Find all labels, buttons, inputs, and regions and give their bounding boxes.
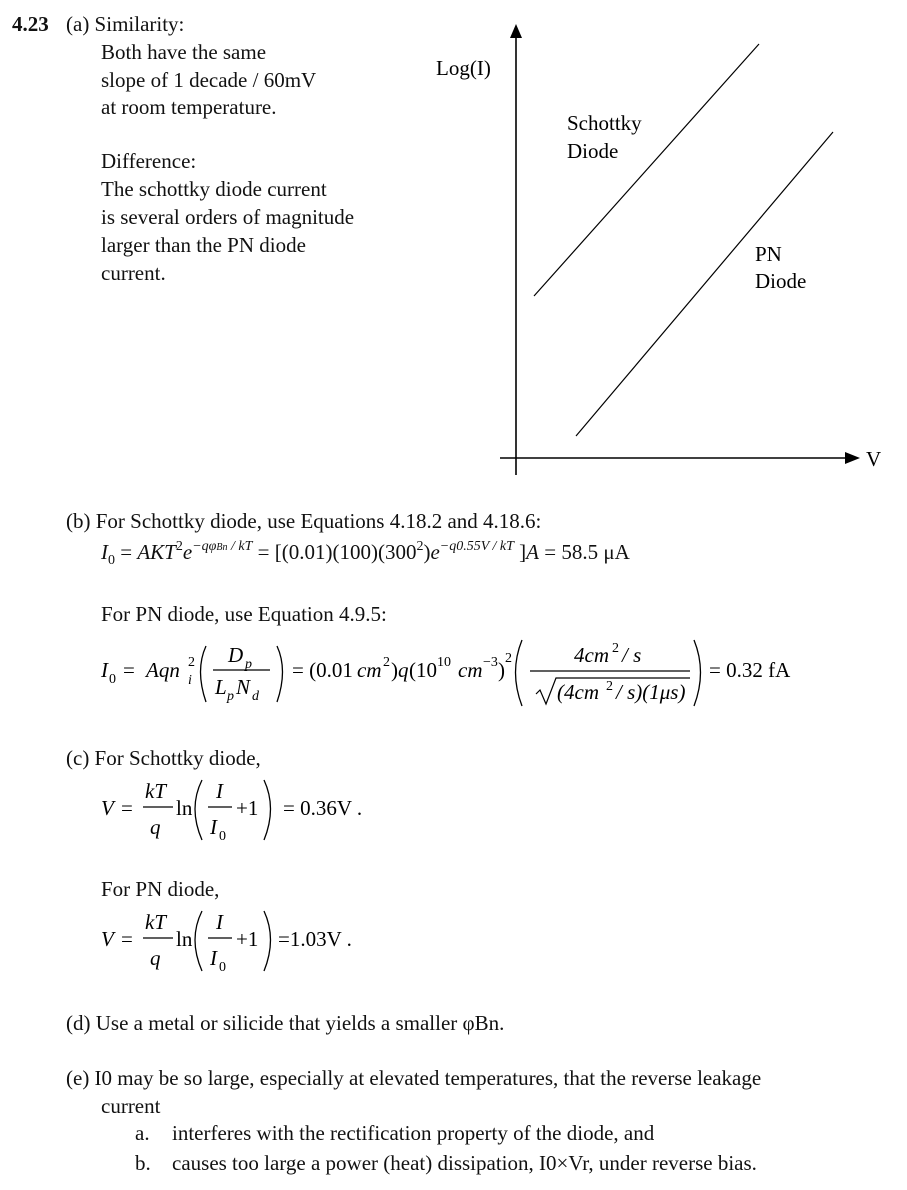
svg-text:kT: kT	[145, 910, 166, 934]
part-b-intro: (b) For Schottky diode, use Equations 4.18.2 and 4.18.6:	[66, 509, 542, 533]
svg-text:): )	[498, 658, 505, 682]
svg-text:2: 2	[606, 679, 613, 694]
svg-text:/ s: / s	[622, 643, 642, 667]
svg-text:): )	[391, 658, 398, 682]
svg-text:I: I	[216, 779, 223, 803]
svg-text:0: 0	[219, 829, 226, 844]
pn-label-1: PN	[755, 242, 782, 266]
pn-voltage-result: =1.03V .	[278, 927, 352, 951]
svg-text:2: 2	[612, 641, 619, 656]
svg-text:2: 2	[383, 655, 390, 670]
svg-text:p: p	[227, 689, 234, 704]
svg-text:I: I	[210, 946, 217, 970]
svg-text:4cm: 4cm	[574, 643, 609, 667]
svg-text:N: N	[236, 675, 251, 699]
y-axis-label: Log(I)	[436, 56, 491, 80]
list-item-b: causes too large a power (heat) dissipation, I0×Vr, under reverse bias.	[172, 1151, 757, 1175]
svg-text:ln: ln	[176, 927, 193, 951]
svg-text:V: V	[101, 796, 114, 820]
svg-text:D: D	[228, 643, 244, 667]
svg-text:q: q	[150, 815, 161, 839]
svg-text:=: =	[121, 796, 133, 820]
svg-text:kT: kT	[145, 779, 166, 803]
svg-text:/ s)(1μs): / s)(1μs)	[616, 680, 686, 704]
svg-text:I: I	[216, 910, 223, 934]
list-item-a: interferes with the rectification property of the diode, and	[172, 1121, 655, 1145]
list-marker-b: b.	[135, 1151, 151, 1175]
difference-line-2: is several orders of magnitude	[101, 205, 355, 229]
svg-text:(10: (10	[409, 658, 437, 682]
svg-text:=: =	[121, 927, 133, 951]
svg-text:I: I	[101, 658, 108, 682]
part-d-text: (d) Use a metal or silicide that yields a smaller φBn.	[66, 1011, 505, 1035]
part-a-label: (a) Similarity:	[66, 12, 185, 36]
similarity-line-1: Both have the same	[101, 40, 267, 64]
pn-label-2: Diode	[755, 269, 807, 293]
svg-text:I: I	[210, 815, 217, 839]
svg-text:q: q	[150, 946, 161, 970]
difference-line-3: larger than the PN diode	[101, 233, 306, 257]
svg-text:0: 0	[219, 960, 226, 975]
pn-intro-b: For PN diode, use Equation 4.9.5:	[101, 602, 387, 626]
svg-text:Aqn: Aqn	[146, 658, 180, 682]
schottky-label-1: Schottky	[567, 111, 642, 135]
svg-text:=: =	[123, 658, 135, 682]
schottky-voltage-result: = 0.36V .	[283, 796, 363, 820]
x-axis-label: V	[866, 447, 882, 471]
difference-line-1: The schottky diode current	[101, 177, 327, 201]
svg-text:2: 2	[188, 655, 195, 670]
difference-label: Difference:	[101, 149, 197, 173]
svg-text:V: V	[101, 927, 114, 951]
similarity-line-3: at room temperature.	[101, 95, 277, 119]
similarity-line-2: slope of 1 decade / 60mV	[101, 68, 317, 92]
svg-text:= (0.01: = (0.01	[292, 658, 353, 682]
svg-text:(4cm: (4cm	[557, 680, 599, 704]
svg-text:ln: ln	[176, 796, 193, 820]
svg-text:L: L	[215, 675, 227, 699]
svg-text:q: q	[398, 658, 409, 682]
pn-current-result: = 0.32 fA	[709, 658, 791, 682]
list-marker-a: a.	[135, 1121, 150, 1145]
svg-text:−3: −3	[483, 655, 498, 670]
schottky-label-2: Diode	[567, 139, 619, 163]
svg-text:p: p	[245, 657, 252, 672]
svg-text:cm: cm	[357, 658, 382, 682]
svg-text:+1: +1	[236, 796, 259, 820]
schottky-current-result: = 58.5 μA	[544, 540, 630, 564]
svg-text:2: 2	[505, 651, 512, 666]
problem-number: 4.23	[12, 12, 49, 36]
svg-text:0: 0	[109, 672, 116, 687]
svg-text:10: 10	[437, 655, 451, 670]
pn-intro-c: For PN diode,	[101, 877, 220, 901]
svg-text:d: d	[252, 689, 259, 704]
schottky-current-equation: $I_0 = AKT^2e^{-q\varphi Bn / kT} = [(0.01)(100)(300^2)e^{-q0.55V / kT}$ ]A = 58.5 μA	[101, 539, 630, 568]
svg-text:i: i	[188, 673, 192, 688]
svg-text:+1: +1	[236, 927, 259, 951]
part-c-intro: (c) For Schottky diode,	[66, 746, 261, 770]
part-e-line-2: current	[101, 1094, 161, 1118]
difference-line-4: current.	[101, 261, 166, 285]
part-e-line-1: (e) I0 may be so large, especially at elevated temperatures, that the reverse leakage	[66, 1066, 762, 1090]
svg-text:cm: cm	[458, 658, 483, 682]
